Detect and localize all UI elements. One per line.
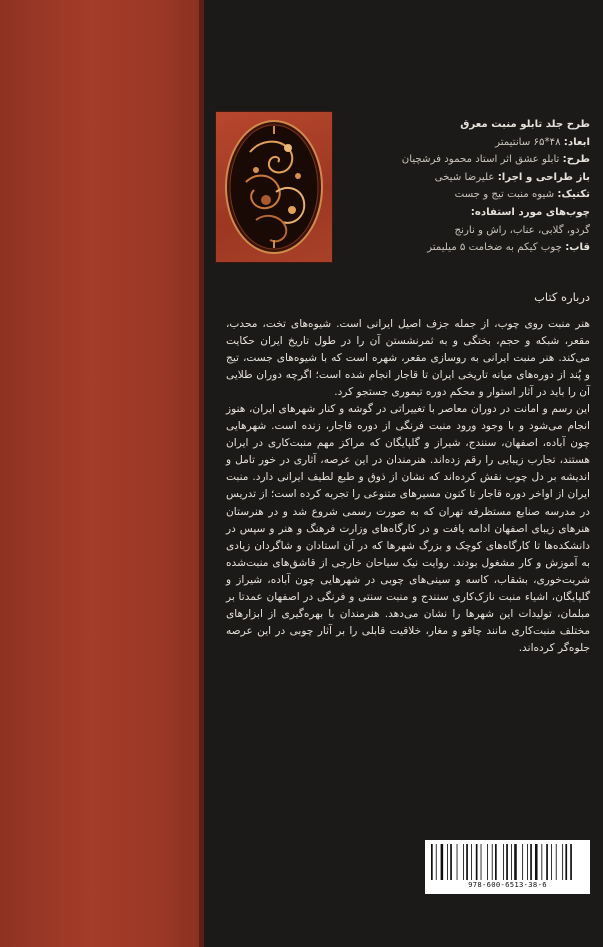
about-paragraph-1: هنر منبت روی چوب، از جمله جزف اصیل ایرانی است. شیوه‌های تخت، محدب، مقعر، شبکه و حجم، بختگی و به ثمرنشستن آن را در طول تاریخ ایران حکایت می‌کند. هنر منبت ایرانی به روسازی مقعر، شهره است که با شیوه‌های جست، تیج و پُند از دوره‌های میانه تاریخی ایران تا قاجار انجام شده است؛ اگرچه دوران طلایی آن را باید در آثار استوار و محکم دوره تیموری جستجو کرد. <box>226 318 590 399</box>
barcode-bar <box>471 844 472 880</box>
barcode-bar <box>481 844 482 880</box>
inlay-oval-artwork <box>216 112 332 262</box>
barcode-bar <box>551 844 552 880</box>
barcode-bar <box>511 844 512 880</box>
barcode-bars <box>431 844 584 880</box>
barcode-bar <box>541 844 542 880</box>
barcode-bar <box>570 844 572 880</box>
about-paragraph-2: این رسم و امانت در دوران معاصر با تغییراتی در گوشه و کنار شهرهای ایران، هنوز انجام می‌شود و با وجود ورود منبت فرنگی از دوره قاجار، زنده است. شهرهایی چون آباده، اصفهان، سنندج، شیراز و گلپایگان که مراکز مهم منبت‌کاری در ایران هستند، تجارب زیبایی را رقم زده‌اند. هنرمندان در این عرصه، آثاری در خور تامل و اندیشه بر دل چوب نقش کرده‌اند که نشان از ذوق و طبع لطیف ایرانی دارد. منبت ایران از اواخر دوره قاجار تا کنون مسیرهای متنوعی را تجربه کرده است؛ از تدریس در مدرسه صنایع مستظرفه تهران که به صورت رسمی شروع شد و در هنرستان هنرهای زیبای اصفهان ادامه یافت و در کارگاه‌های وزارت فرهنگ و هنر و سپس در دانشکده‌ها تا کارگاه‌های کوچک و بزرگ شهرها که در آن استادان و شاگردان زیادی به آموزش و کار مشغول بودند. روایت نیک سیاحان خارجی از قاشق‌های منبت‌شده شربت‌خوری، بشقاب، کاسه و سینی‌های چوبی در شهرهایی چون آباده، شیراز و گلپایگان، اشیاء منبت نازک‌کاری سنندج و منبت سنتی و فرنگی در اصفهان عمدتا بر مبلمان، تولیدات این شهرها را نشان می‌دهد. هنرمندان با بهره‌گیری از ابزارهای مختلف منبت‌کاری مانند چاقو و مغار، خلاقیت قابلی را بر آثار چوبی در این عرصه جلوه‌گر کرده‌اند. <box>226 403 590 654</box>
redesign-line: باز طراحی و اجرا: علیرضا شیخی <box>434 171 590 183</box>
barcode-bar <box>527 844 528 880</box>
dimensions-line: ابعاد: ۴۸*۶۵ سانتیمتر <box>495 136 590 148</box>
artwork-credits <box>338 116 590 257</box>
barcode-bar <box>441 844 444 880</box>
about-book-text <box>226 316 590 657</box>
barcode-bar <box>546 844 548 880</box>
cover-artwork-thumbnail <box>216 112 332 262</box>
barcode-bar <box>487 844 488 880</box>
barcode-bar <box>436 844 437 880</box>
barcode-bar <box>492 844 493 880</box>
barcode-bar <box>503 844 504 880</box>
book-spine <box>0 0 203 947</box>
barcode-bar <box>530 844 532 880</box>
credits-title: طرح جلد تابلو منبت معرق <box>460 119 590 130</box>
technique-line: تکنیک: شیوه منبت تیج و جست <box>454 189 590 201</box>
barcode-bar <box>522 844 523 880</box>
isbn-number: 978-600-6513-38-6 <box>468 880 547 889</box>
barcode-bar <box>535 844 538 880</box>
barcode-bar <box>556 844 557 880</box>
frame-line: قاب: چوب کیکم به ضخامت ۵ میلیمتر <box>427 242 590 254</box>
woods-value-line: گردو، گلابی، عناب، راش و نارنج <box>454 224 590 236</box>
barcode-bar <box>450 844 452 880</box>
barcode-bar <box>457 844 458 880</box>
barcode-bar <box>476 844 478 880</box>
barcode-bar <box>506 844 508 880</box>
barcode-bar <box>565 844 567 880</box>
woods-label-line: چوب‌های مورد استفاده: <box>470 206 590 218</box>
barcode-bar <box>495 844 497 880</box>
barcode-bar <box>514 844 517 880</box>
design-line: طرح: تابلو عشق اثر استاد محمود فرشچیان <box>401 154 590 166</box>
barcode-bar <box>463 844 464 880</box>
barcode-bar <box>466 844 468 880</box>
barcode-bar <box>431 844 433 880</box>
barcode-bar <box>447 844 448 880</box>
about-book-heading: درباره کتاب <box>534 290 590 304</box>
barcode-bar <box>562 844 563 880</box>
isbn-barcode <box>425 840 590 894</box>
